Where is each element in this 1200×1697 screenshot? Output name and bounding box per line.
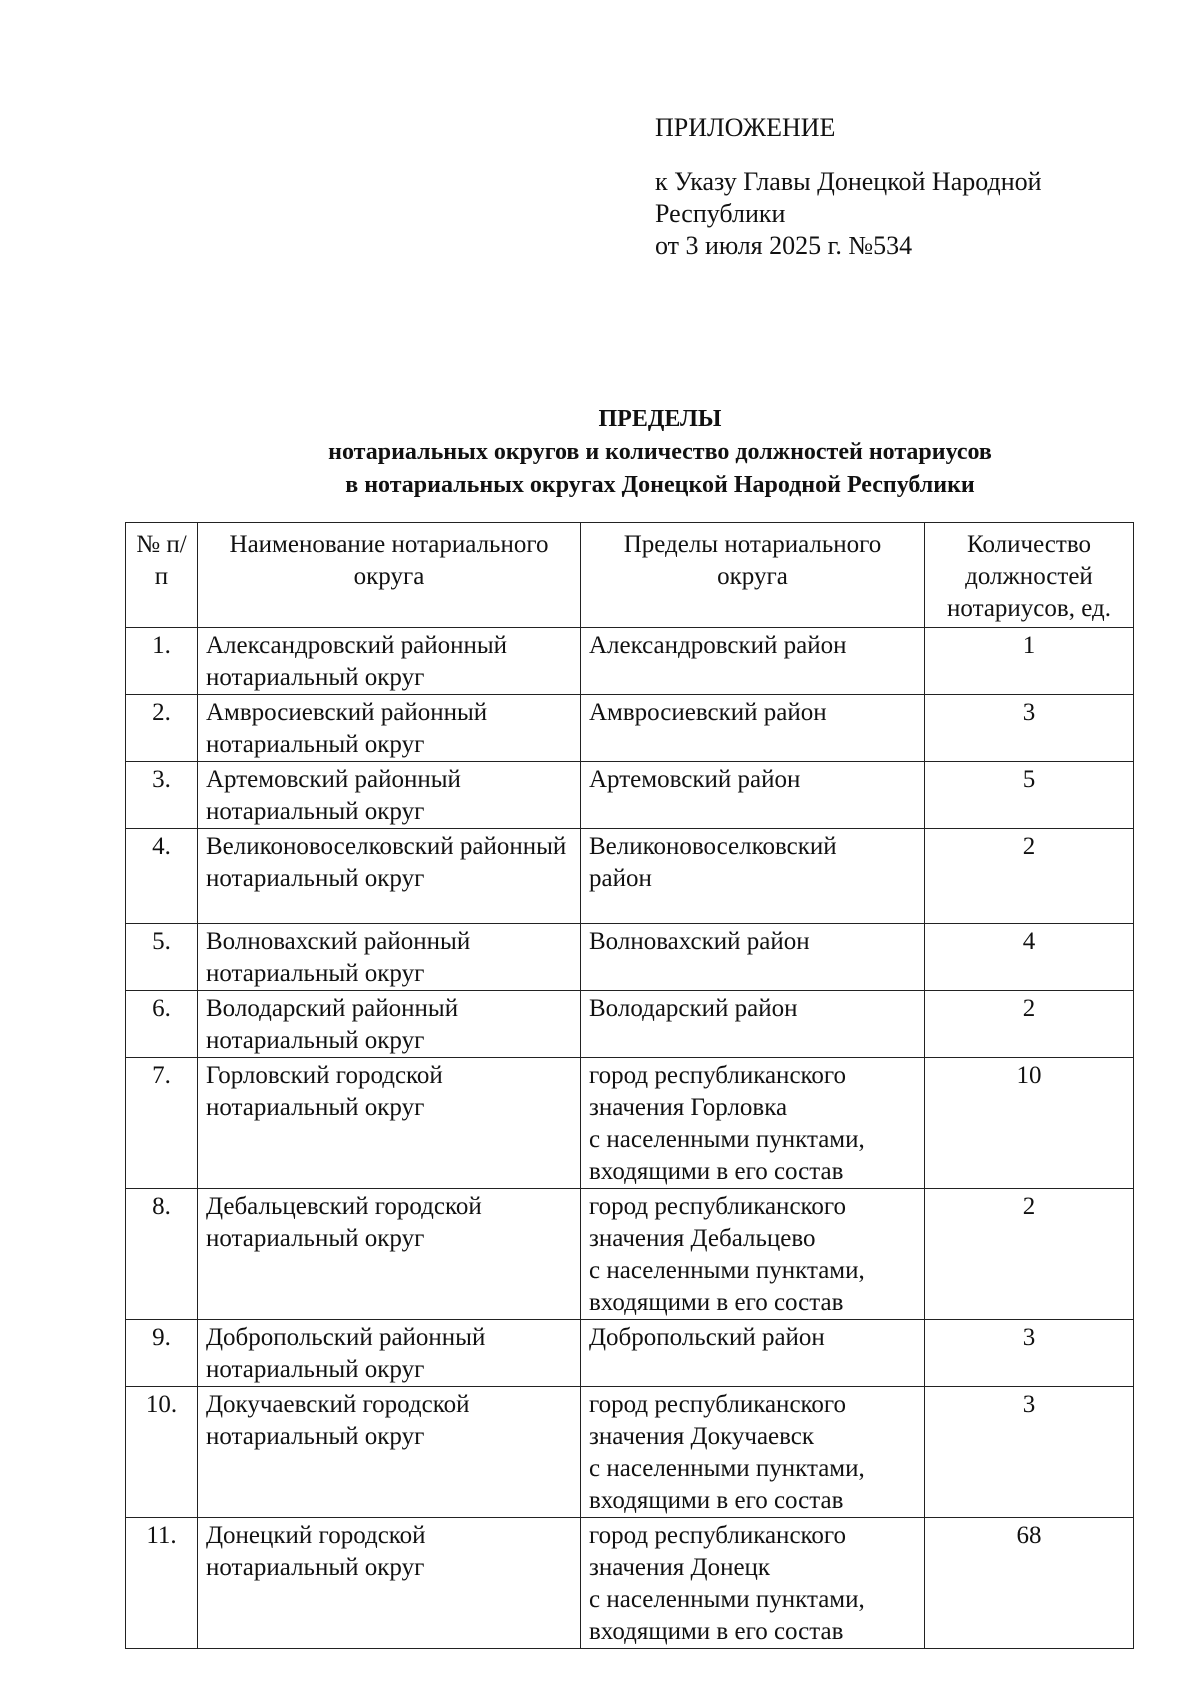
district-limits-line: с населенными пунктами, xyxy=(589,1455,865,1482)
district-limits-line: Волновахский район xyxy=(589,928,810,955)
row-number: 5. xyxy=(126,924,198,991)
table-row xyxy=(126,991,1134,1058)
heading-title: ПРЕДЕЛЫ xyxy=(598,406,722,432)
district-limits-line: город республиканского xyxy=(589,1193,847,1220)
district-limits xyxy=(581,628,925,695)
district-limits-line: значения Донецк xyxy=(589,1554,771,1581)
row-number: 8. xyxy=(126,1189,198,1320)
district-limits xyxy=(581,1189,925,1320)
district-limits-line: Амвросиевский район xyxy=(589,699,827,726)
district-name: Дебальцевский городской нотариальный округ xyxy=(198,1189,581,1320)
district-name: Амвросиевский районный нотариальный округ xyxy=(198,695,581,762)
district-limits xyxy=(581,1320,925,1387)
district-limits-line: значения Докучаевск xyxy=(589,1423,815,1450)
row-number: 6. xyxy=(126,991,198,1058)
table-row xyxy=(126,829,1134,924)
notary-count: 5 xyxy=(925,762,1134,829)
district-limits-line: район xyxy=(589,865,652,892)
notary-count: 10 xyxy=(925,1058,1134,1189)
heading-subtitle-line: в нотариальных округах Донецкой Народной Республики xyxy=(345,472,975,498)
district-limits-line: с населенными пунктами, xyxy=(589,1257,865,1284)
table-row xyxy=(126,1518,1134,1649)
table-row xyxy=(126,1320,1134,1387)
district-limits xyxy=(581,991,925,1058)
table-row xyxy=(126,924,1134,991)
district-limits-line: Александровский район xyxy=(589,632,847,659)
notary-count: 2 xyxy=(925,829,1134,924)
notary-count: 4 xyxy=(925,924,1134,991)
table-row xyxy=(126,695,1134,762)
notary-count: 3 xyxy=(925,695,1134,762)
table-row xyxy=(126,1387,1134,1518)
row-number: 11. xyxy=(126,1518,198,1649)
district-name: Докучаевский городской нотариальный округ xyxy=(198,1387,581,1518)
row-number: 10. xyxy=(126,1387,198,1518)
district-limits-line: город республиканского xyxy=(589,1062,847,1089)
district-limits-line: с населенными пунктами, xyxy=(589,1586,865,1613)
district-name: Володарский районный нотариальный округ xyxy=(198,991,581,1058)
header-number: № п/п xyxy=(126,523,198,628)
district-limits-line: входящими в его состав xyxy=(589,1289,844,1316)
table-row xyxy=(126,762,1134,829)
table-row xyxy=(126,1058,1134,1189)
row-number: 1. xyxy=(126,628,198,695)
row-number: 7. xyxy=(126,1058,198,1189)
district-limits-line: входящими в его состав xyxy=(589,1158,844,1185)
row-number: 2. xyxy=(126,695,198,762)
row-number: 9. xyxy=(126,1320,198,1387)
appendix-date-line: от 3 июля 2025 г. №534 xyxy=(655,231,913,260)
district-limits-line: Володарский район xyxy=(589,995,798,1022)
appendix-block xyxy=(655,112,1042,262)
notary-count: 3 xyxy=(925,1387,1134,1518)
header-notary-count: Количество должностей нотариусов, ед. xyxy=(925,523,1134,628)
district-limits xyxy=(581,1058,925,1189)
district-limits-line: Артемовский район xyxy=(589,766,801,793)
district-limits-line: входящими в его состав xyxy=(589,1487,844,1514)
notary-count: 1 xyxy=(925,628,1134,695)
district-name: Горловский городской нотариальный округ xyxy=(198,1058,581,1189)
appendix-reference-line: к Указу Главы Донецкой Народной xyxy=(655,167,1042,196)
district-limits-line: с населенными пунктами, xyxy=(589,1126,865,1153)
notary-count: 2 xyxy=(925,1189,1134,1320)
district-name: Добропольский районный нотариальный округ xyxy=(198,1320,581,1387)
district-limits-line: город республиканского xyxy=(589,1522,847,1549)
district-limits xyxy=(581,924,925,991)
district-name: Артемовский районный нотариальный округ xyxy=(198,762,581,829)
district-name: Донецкий городской нотариальный округ xyxy=(198,1518,581,1649)
appendix-reference-line: Республики xyxy=(655,199,786,228)
header-district-limits: Пределы нотариального округа xyxy=(581,523,925,628)
notary-districts-table xyxy=(125,522,1134,1649)
district-limits-line: значения Горловка xyxy=(589,1094,788,1121)
table-row xyxy=(126,1189,1134,1320)
district-name: Александровский районный нотариальный округ xyxy=(198,628,581,695)
document-heading xyxy=(200,403,1120,502)
district-limits xyxy=(581,1518,925,1649)
row-number: 3. xyxy=(126,762,198,829)
table-row xyxy=(126,628,1134,695)
header-district-name: Наименование нотариального округа xyxy=(198,523,581,628)
district-limits-line: Добропольский район xyxy=(589,1324,825,1351)
district-limits-line: входящими в его состав xyxy=(589,1618,844,1645)
district-limits-line: город республиканского xyxy=(589,1391,847,1418)
district-limits xyxy=(581,1387,925,1518)
district-limits-line: Великоновоселковский xyxy=(589,833,837,860)
notary-count: 68 xyxy=(925,1518,1134,1649)
table-header-row xyxy=(126,523,1134,628)
row-number: 4. xyxy=(126,829,198,924)
notary-count: 2 xyxy=(925,991,1134,1058)
district-limits xyxy=(581,762,925,829)
heading-subtitle-line: нотариальных округов и количество должностей нотариусов xyxy=(328,439,992,465)
appendix-title: ПРИЛОЖЕНИЕ xyxy=(655,113,836,142)
notary-count: 3 xyxy=(925,1320,1134,1387)
district-name: Волновахский районный нотариальный округ xyxy=(198,924,581,991)
district-limits xyxy=(581,695,925,762)
district-limits-line: значения Дебальцево xyxy=(589,1225,816,1252)
district-name: Великоновоселковский районный нотариальный округ xyxy=(198,829,581,924)
district-limits xyxy=(581,829,925,924)
